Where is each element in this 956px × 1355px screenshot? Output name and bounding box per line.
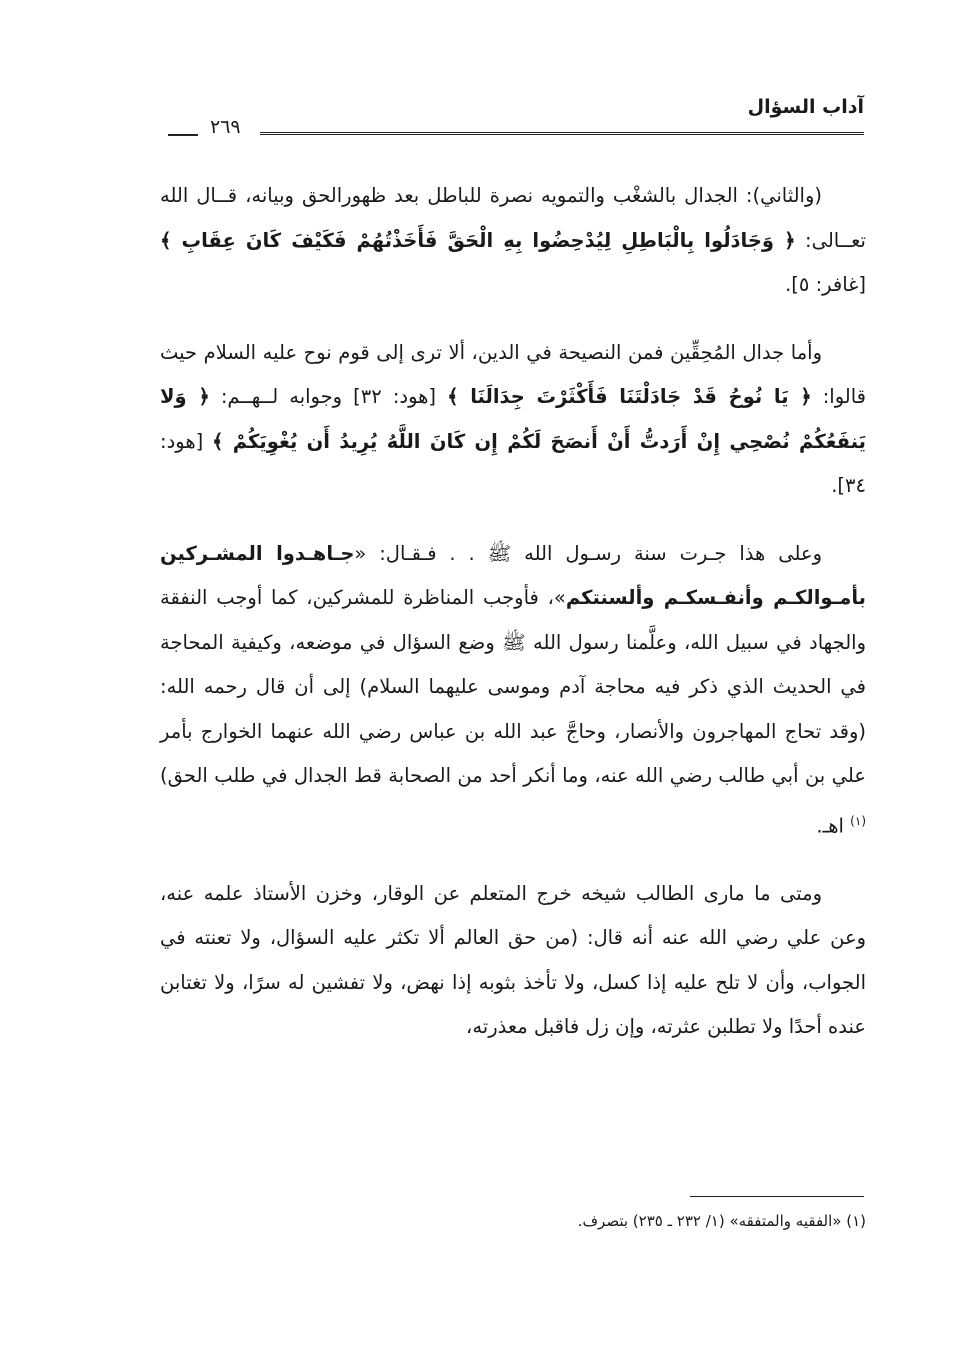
footnote-separator — [690, 1196, 864, 1197]
paragraph-text: اهـ. — [816, 814, 851, 837]
page-header — [168, 96, 864, 146]
running-title: آداب السؤال — [747, 96, 864, 118]
paragraph-text: وعلى هذا جـرت سنة رسـول الله ﷺ . . فـقـال: « — [354, 541, 822, 565]
header-rule — [260, 132, 864, 135]
paragraph — [160, 331, 866, 509]
quoted-text: جـاهـدوا المشـركين بأمـوالكـم وأنفـسكـم وألسنتكم — [160, 541, 867, 609]
paragraph-text: [هود: ٣٢] وجوابه لــهــم: — [209, 385, 448, 408]
paragraph-text: (والثاني): الجدال بالشغْب والتمويه نصرة للباطل بعد ظهورالحق وبيانه، قــال الله تعــالى: — [160, 184, 866, 252]
footnote: (١) «الفقيه والمتفقه» (١/ ٢٣٢ ـ ٢٣٥) بتصرف. — [577, 1212, 866, 1230]
footnote-marker: (١) — [850, 813, 866, 828]
page-number: ٢٦٩ — [210, 116, 241, 138]
header-rule-short — [168, 134, 198, 136]
quoted-text: ﴿ يَا نُوحُ قَدْ جَادَلْتَنَا فَأَكْثَرْتَ جِدَالَنَا ﴾ — [447, 385, 812, 408]
paragraph — [160, 872, 866, 1050]
paragraph-text: [غافر: ٥]. — [785, 273, 866, 296]
paragraph-text: [هود: ٣٤]. — [160, 429, 866, 497]
paragraph-text: ومتى ما مارى الطالب شيخه خرج المتعلم عن الوقار، وخزن الأستاذ علمه عنه، وعن علي رضي الله عنه أنه قال: (من حق العالم ألا تكثر عليه السؤال، ولا تعنته في الجواب، وأن لا تلح عليه إذا كسل، ولا تأخذ بثوبه إذا نهض، ولا تفشين له سرًا، ولا تغتابن عنده أحدًا ولا تطلبن عثرته، وإن زل فاقبل معذرته، — [160, 881, 866, 1038]
quoted-text: ﴿ وَلا يَنفَعُكُمْ نُصْحِي إِنْ أَرَدتُّ أَنْ أَنصَحَ لَكُمْ إِن كَانَ اللَّهُ يُرِيدُ أَن يُغْوِيَكُمْ ﴾ — [160, 385, 866, 453]
quoted-text: ﴿ وَجَادَلُوا بِالْبَاطِلِ لِيُدْحِضُوا بِهِ الْحَقَّ فَأَخَذْتُهُمْ فَكَيْفَ كَانَ عِقَابِ ﴾ — [160, 228, 796, 252]
paragraph — [160, 174, 866, 308]
paragraph-text: وأما جدال المُحِقِّين فمن النصيحة في الدين، ألا ترى إلى قوم نوح عليه السلام حيث قالوا: — [160, 340, 866, 408]
paragraph-text: »، فأوجب المناظرة للمشركين، كما أوجب النفقة والجهاد في سبيل الله، وعلَّمنا رسول الله ﷺ وضع السؤال في موضعه، وكيفية المحاجة في الحديث الذي ذكر فيه محاجة آدم وموسى عليهما السلام) إلى أن قال رحمه الله: (وقد تحاج المهاجرون والأنصار، وحاجَّ عبد الله بن عباس رضي الله عنهما الخوارج بأمر علي بن أبي طالب رضي الله عنه، وما أنكر أحد من الصحابة قط الجدال في طلب الحق) — [160, 586, 866, 787]
body-text — [160, 174, 866, 1073]
paragraph — [160, 532, 866, 849]
